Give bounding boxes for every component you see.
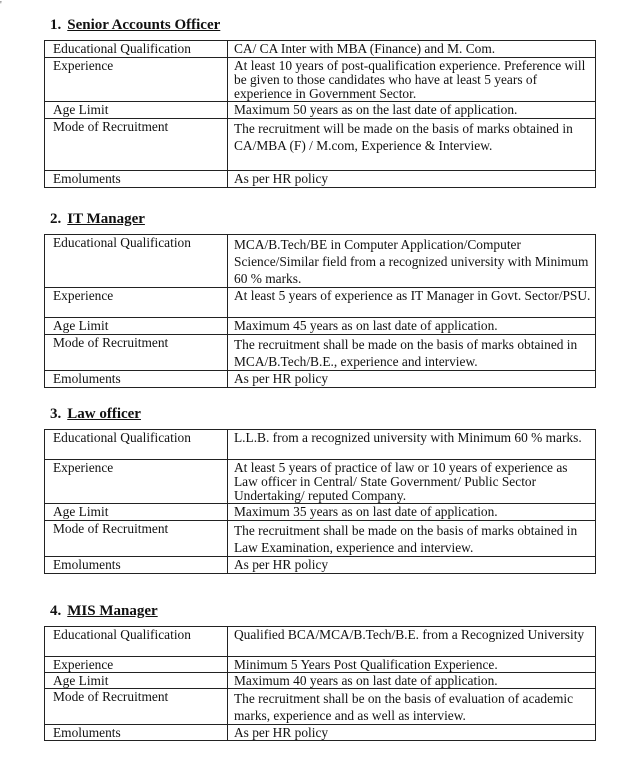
section-title: IT Manager	[67, 211, 145, 227]
row-value: As per HR policy	[228, 557, 596, 574]
section-number: 3.	[50, 406, 62, 422]
row-value: Qualified BCA/MCA/B.Tech/B.E. from a Recognized University	[228, 627, 596, 657]
row-value: Maximum 40 years as on last date of application.	[228, 673, 596, 689]
section-heading	[50, 405, 596, 423]
table-row	[45, 689, 596, 725]
row-value: The recruitment shall be made on the basis of marks obtained in MCA/B.Tech/B.E., experience and interview.	[228, 335, 596, 371]
row-value: The recruitment shall be on the basis of evaluation of academic marks, experience and as well as interview.	[228, 689, 596, 725]
row-value: As per HR policy	[228, 725, 596, 741]
table-row	[45, 235, 596, 288]
table-row	[45, 521, 596, 557]
row-label: Experience	[45, 460, 228, 504]
table-row	[45, 627, 596, 657]
section-heading	[50, 16, 596, 34]
row-value: As per HR policy	[228, 371, 596, 388]
row-label: Mode of Recruitment	[45, 119, 228, 171]
table-row	[45, 504, 596, 521]
row-value: Maximum 50 years as on the last date of application.	[228, 102, 596, 119]
row-label: Educational Qualification	[45, 235, 228, 288]
section-heading	[50, 210, 596, 228]
row-value: CA/ CA Inter with MBA (Finance) and M. Com.	[228, 41, 596, 58]
row-label: Age Limit	[45, 318, 228, 335]
row-label: Age Limit	[45, 504, 228, 521]
section-number: 4.	[50, 603, 62, 619]
table-row	[45, 171, 596, 188]
section-mis-manager	[44, 602, 596, 741]
row-label: Mode of Recruitment	[45, 335, 228, 371]
row-value: At least 5 years of experience as IT Manager in Govt. Sector/PSU.	[228, 288, 596, 318]
section-number: 1.	[50, 17, 62, 33]
row-label: Educational Qualification	[45, 430, 228, 460]
table-row	[45, 335, 596, 371]
row-label: Experience	[45, 657, 228, 673]
table-row	[45, 430, 596, 460]
table-row	[45, 371, 596, 388]
row-value: L.L.B. from a recognized university with Minimum 60 % marks.	[228, 430, 596, 460]
row-label: Emoluments	[45, 725, 228, 741]
row-label: Emoluments	[45, 557, 228, 574]
row-label: Experience	[45, 288, 228, 318]
table-row	[45, 657, 596, 673]
row-value: MCA/B.Tech/BE in Computer Application/Computer Science/Similar field from a recognized university with Minimum 60 % marks.	[228, 235, 596, 288]
requirements-table	[44, 234, 596, 388]
requirements-table	[44, 40, 596, 188]
row-value: The recruitment will be made on the basis of marks obtained in CA/MBA (F) / M.com, Experience & Interview.	[228, 119, 596, 171]
row-label: Experience	[45, 58, 228, 102]
row-label: Educational Qualification	[45, 627, 228, 657]
row-value: At least 5 years of practice of law or 10 years of experience as Law officer in Central/ State Government/ Public Sector Undertaking/ reputed Company.	[228, 460, 596, 504]
row-label: Mode of Recruitment	[45, 521, 228, 557]
row-value: Minimum 5 Years Post Qualification Experience.	[228, 657, 596, 673]
row-value: The recruitment shall be made on the basis of marks obtained in Law Examination, experience and interview.	[228, 521, 596, 557]
row-label: Age Limit	[45, 102, 228, 119]
table-row	[45, 725, 596, 741]
row-label: Educational Qualification	[45, 41, 228, 58]
table-row	[45, 557, 596, 574]
requirements-table	[44, 626, 596, 741]
row-label: Mode of Recruitment	[45, 689, 228, 725]
section-heading	[50, 602, 596, 620]
row-label: Age Limit	[45, 673, 228, 689]
section-title: MIS Manager	[67, 603, 158, 619]
table-row	[45, 102, 596, 119]
section-number: 2.	[50, 211, 62, 227]
table-row	[45, 288, 596, 318]
section-it-manager	[44, 210, 596, 388]
requirements-table	[44, 429, 596, 574]
section-senior-accounts-officer	[44, 16, 596, 188]
corner-mark: '	[0, 0, 2, 11]
row-value: At least 10 years of post-qualification experience. Preference will be given to those candidates who have at least 5 years of experience in Government Sector.	[228, 58, 596, 102]
row-label: Emoluments	[45, 171, 228, 188]
row-label: Emoluments	[45, 371, 228, 388]
row-value: Maximum 35 years as on last date of application.	[228, 504, 596, 521]
row-value: Maximum 45 years as on last date of application.	[228, 318, 596, 335]
row-value: As per HR policy	[228, 171, 596, 188]
table-row	[45, 673, 596, 689]
table-row	[45, 119, 596, 171]
section-title: Law officer	[67, 406, 141, 422]
table-row	[45, 41, 596, 58]
section-title: Senior Accounts Officer	[67, 17, 221, 33]
table-row	[45, 318, 596, 335]
section-law-officer	[44, 405, 596, 574]
table-row	[45, 460, 596, 504]
table-row	[45, 58, 596, 102]
